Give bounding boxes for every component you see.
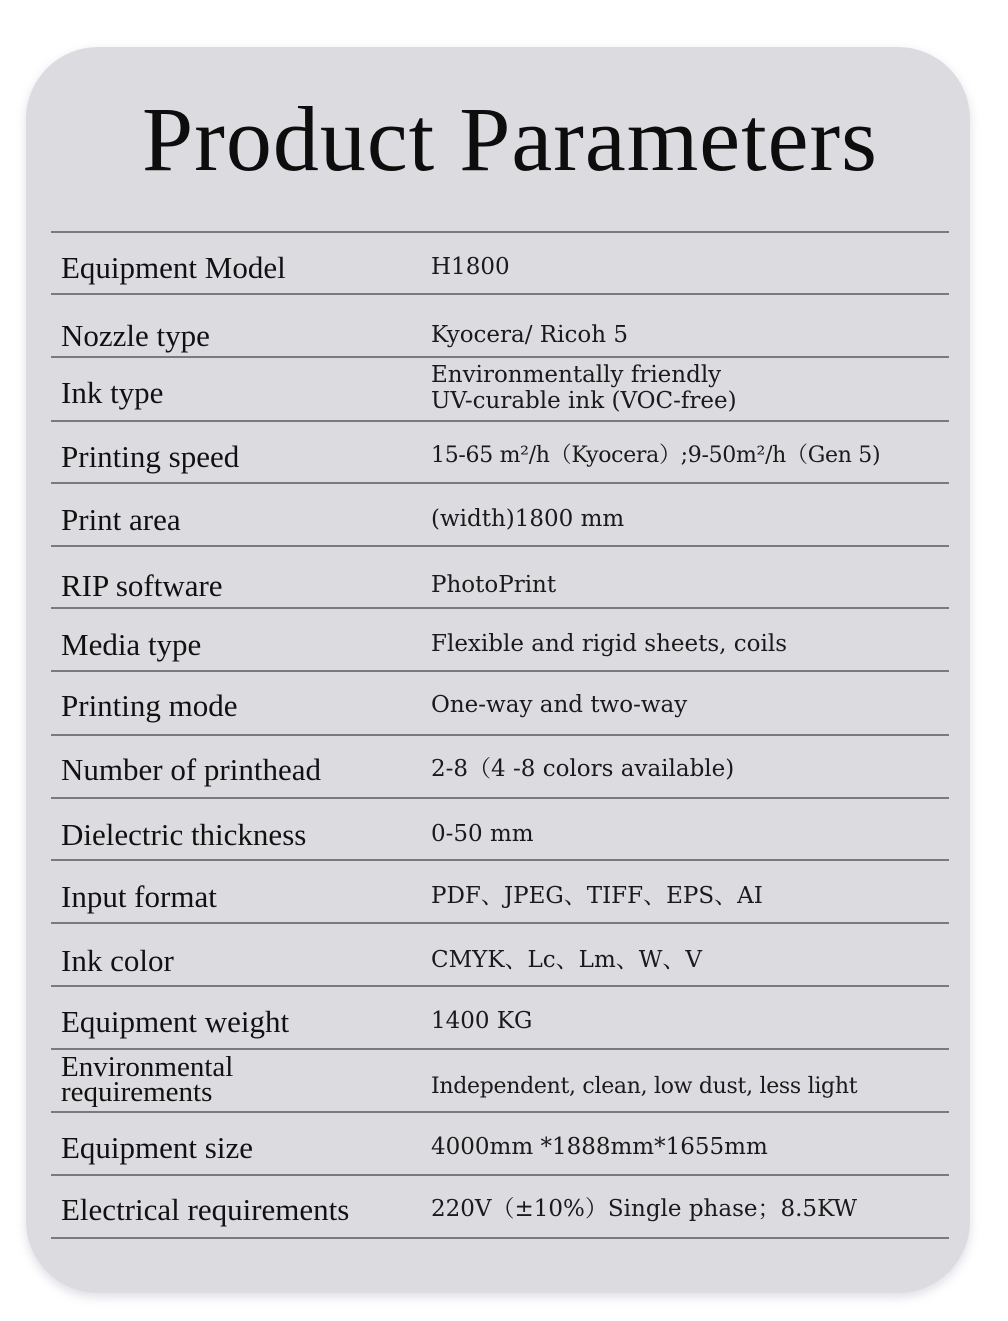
param-label: Dielectric thickness — [61, 817, 307, 852]
param-value: 15-65 m²/h（Kyocera）;9-50m²/h（Gen 5) — [431, 443, 881, 468]
param-label: Nozzle type — [61, 318, 210, 353]
param-value: Environmentally friendly — [431, 362, 722, 388]
param-label: Equipment weight — [61, 1004, 290, 1039]
table-divider — [51, 1111, 949, 1113]
param-label: Equipment size — [61, 1130, 253, 1165]
table-divider — [51, 922, 949, 924]
param-value: 2-8（4 -8 colors available) — [431, 756, 735, 782]
table-divider — [51, 734, 949, 736]
param-label: Environmental — [61, 1051, 234, 1083]
param-label: Media type — [61, 627, 202, 662]
param-value: Flexible and rigid sheets, coils — [431, 631, 788, 657]
table-divider — [51, 545, 949, 547]
param-value: 0-50 mm — [431, 821, 534, 847]
table-divider — [51, 859, 949, 861]
table-divider — [51, 1048, 949, 1050]
param-label: Printing mode — [61, 688, 238, 723]
param-value: 1400 KG — [431, 1008, 533, 1034]
param-value: Independent, clean, low dust, less light — [431, 1074, 858, 1099]
param-label: Input format — [61, 879, 217, 914]
table-divider — [51, 356, 949, 358]
param-label: Print area — [61, 502, 181, 537]
param-label: Ink type — [61, 375, 164, 410]
table-divider — [51, 607, 949, 609]
param-value: UV-curable ink (VOC-free) — [431, 388, 737, 414]
param-label: Number of printhead — [61, 752, 321, 787]
page-title: Product Parameters — [142, 88, 878, 190]
table-divider — [51, 797, 949, 799]
param-label: Electrical requirements — [61, 1192, 350, 1227]
table-divider — [51, 231, 949, 233]
param-value: 220V（±10%）Single phase；8.5KW — [431, 1196, 858, 1222]
param-value: (width)1800 mm — [431, 506, 625, 532]
table-divider — [51, 985, 949, 987]
param-value: PDF、JPEG、TIFF、EPS、AI — [431, 883, 763, 909]
param-value: 4000mm *1888mm*1655mm — [431, 1134, 768, 1160]
param-label: requirements — [61, 1076, 213, 1108]
table-divider — [51, 293, 949, 295]
param-value: PhotoPrint — [431, 572, 557, 598]
param-value: Kyocera/ Ricoh 5 — [431, 322, 628, 348]
param-label: RIP software — [61, 568, 223, 603]
table-divider — [51, 1237, 949, 1239]
param-label: Ink color — [61, 943, 174, 978]
param-label: Equipment Model — [61, 250, 286, 285]
param-value: CMYK、Lc、Lm、W、V — [431, 947, 703, 973]
table-divider — [51, 670, 949, 672]
table-divider — [51, 1174, 949, 1176]
table-divider — [51, 420, 949, 422]
param-value: One-way and two-way — [431, 692, 688, 718]
table-divider — [51, 482, 949, 484]
param-value: H1800 — [431, 254, 510, 280]
param-label: Printing speed — [61, 439, 240, 474]
